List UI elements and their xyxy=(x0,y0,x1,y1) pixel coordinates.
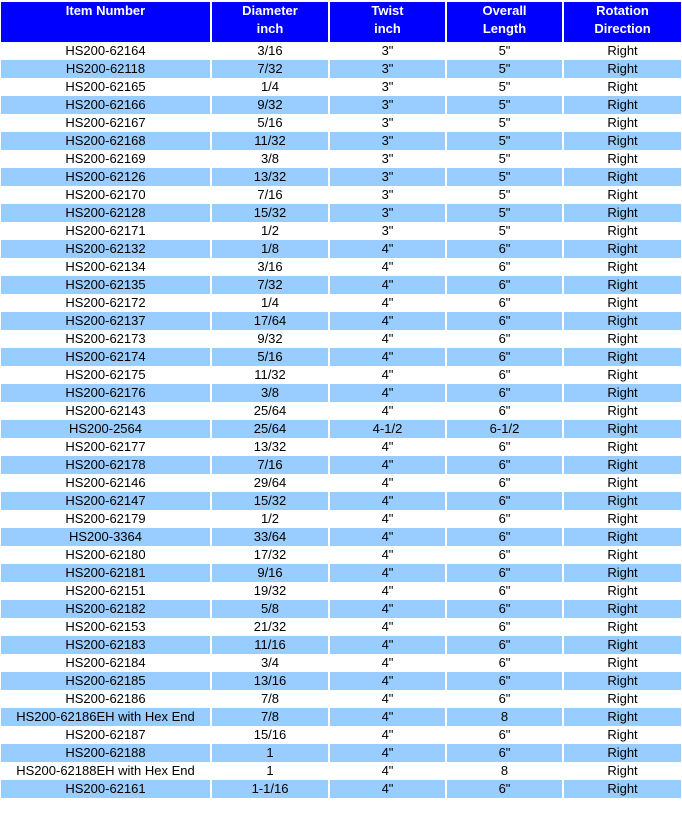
table-row xyxy=(1,510,681,528)
twist-cell: 4" xyxy=(329,528,446,546)
rotation-direction-cell: Right xyxy=(563,510,681,528)
rotation-direction-cell: Right xyxy=(563,402,681,420)
overall-length-cell: 6" xyxy=(446,618,563,636)
overall-length-cell: 6" xyxy=(446,330,563,348)
overall-length-cell: 6-1/2 xyxy=(446,420,563,438)
overall-length-cell: 5" xyxy=(446,204,563,222)
table-row xyxy=(1,114,681,132)
rotation-direction-cell: Right xyxy=(563,294,681,312)
overall-length-cell: 6" xyxy=(446,312,563,330)
rotation-direction-cell: Right xyxy=(563,600,681,618)
overall-length-cell: 5" xyxy=(446,132,563,150)
twist-cell: 3" xyxy=(329,222,446,240)
table-row xyxy=(1,780,681,798)
overall-length-cell: 6" xyxy=(446,492,563,510)
overall-length-cell: 6" xyxy=(446,276,563,294)
diameter-cell: 9/32 xyxy=(211,330,329,348)
table-row xyxy=(1,708,681,726)
item-number-cell: HS200-62146 xyxy=(1,474,211,492)
twist-cell: 4" xyxy=(329,402,446,420)
rotation-direction-cell: Right xyxy=(563,438,681,456)
overall-length-cell: 6" xyxy=(446,600,563,618)
header-rotation-direction-line2: Direction xyxy=(594,21,651,36)
table-row xyxy=(1,240,681,258)
item-number-cell: HS200-62180 xyxy=(1,546,211,564)
header-diameter-line1: Diameter xyxy=(242,3,298,18)
item-number-cell: HS200-62128 xyxy=(1,204,211,222)
overall-length-cell: 6" xyxy=(446,636,563,654)
table-row xyxy=(1,474,681,492)
overall-length-cell: 6" xyxy=(446,744,563,762)
rotation-direction-cell: Right xyxy=(563,384,681,402)
diameter-cell: 1/4 xyxy=(211,294,329,312)
item-number-cell: HS200-3364 xyxy=(1,528,211,546)
twist-cell: 4" xyxy=(329,582,446,600)
table-row xyxy=(1,330,681,348)
item-number-cell: HS200-62143 xyxy=(1,402,211,420)
table-row xyxy=(1,402,681,420)
item-number-cell: HS200-62166 xyxy=(1,96,211,114)
table-row xyxy=(1,204,681,222)
rotation-direction-cell: Right xyxy=(563,240,681,258)
overall-length-cell: 6" xyxy=(446,546,563,564)
twist-cell: 4" xyxy=(329,726,446,744)
twist-cell: 3" xyxy=(329,60,446,78)
header-twist-line1: Twist xyxy=(371,3,404,18)
diameter-cell: 1/2 xyxy=(211,510,329,528)
diameter-cell: 17/64 xyxy=(211,312,329,330)
diameter-cell: 3/8 xyxy=(211,384,329,402)
item-number-cell: HS200-62179 xyxy=(1,510,211,528)
item-number-cell: HS200-62167 xyxy=(1,114,211,132)
twist-cell: 4" xyxy=(329,762,446,780)
overall-length-cell: 6" xyxy=(446,582,563,600)
overall-length-cell: 6" xyxy=(446,780,563,798)
item-number-cell: HS200-62184 xyxy=(1,654,211,672)
item-number-cell: HS200-62178 xyxy=(1,456,211,474)
overall-length-cell: 6" xyxy=(446,654,563,672)
rotation-direction-cell: Right xyxy=(563,96,681,114)
twist-cell: 4" xyxy=(329,474,446,492)
item-number-cell: HS200-62169 xyxy=(1,150,211,168)
item-number-cell: HS200-62118 xyxy=(1,60,211,78)
rotation-direction-cell: Right xyxy=(563,258,681,276)
overall-length-cell: 6" xyxy=(446,240,563,258)
table-row xyxy=(1,294,681,312)
overall-length-cell: 6" xyxy=(446,510,563,528)
overall-length-cell: 6" xyxy=(446,564,563,582)
diameter-cell: 25/64 xyxy=(211,420,329,438)
rotation-direction-cell: Right xyxy=(563,456,681,474)
twist-cell: 4" xyxy=(329,294,446,312)
rotation-direction-cell: Right xyxy=(563,366,681,384)
header-rotation-direction-line1: Rotation xyxy=(596,3,649,18)
item-number-cell: HS200-62175 xyxy=(1,366,211,384)
table-row xyxy=(1,564,681,582)
overall-length-cell: 5" xyxy=(446,96,563,114)
item-number-cell: HS200-62185 xyxy=(1,672,211,690)
twist-cell: 3" xyxy=(329,42,446,60)
rotation-direction-cell: Right xyxy=(563,420,681,438)
diameter-cell: 9/16 xyxy=(211,564,329,582)
table-row xyxy=(1,672,681,690)
item-number-cell: HS200-62153 xyxy=(1,618,211,636)
table-row xyxy=(1,618,681,636)
table-row xyxy=(1,366,681,384)
twist-cell: 4" xyxy=(329,600,446,618)
overall-length-cell: 6" xyxy=(446,528,563,546)
diameter-cell: 13/32 xyxy=(211,438,329,456)
rotation-direction-cell: Right xyxy=(563,762,681,780)
overall-length-cell: 6" xyxy=(446,294,563,312)
table-row xyxy=(1,546,681,564)
overall-length-cell: 6" xyxy=(446,474,563,492)
diameter-cell: 11/16 xyxy=(211,636,329,654)
table-row xyxy=(1,744,681,762)
table-row xyxy=(1,438,681,456)
table-row xyxy=(1,42,681,60)
overall-length-cell: 8 xyxy=(446,708,563,726)
item-number-cell: HS200-62177 xyxy=(1,438,211,456)
rotation-direction-cell: Right xyxy=(563,564,681,582)
rotation-direction-cell: Right xyxy=(563,348,681,366)
overall-length-cell: 6" xyxy=(446,348,563,366)
item-number-cell: HS200-62172 xyxy=(1,294,211,312)
twist-cell: 4-1/2 xyxy=(329,420,446,438)
rotation-direction-cell: Right xyxy=(563,744,681,762)
table-row xyxy=(1,582,681,600)
twist-cell: 4" xyxy=(329,744,446,762)
twist-cell: 4" xyxy=(329,672,446,690)
rotation-direction-cell: Right xyxy=(563,330,681,348)
diameter-cell: 17/32 xyxy=(211,546,329,564)
item-number-cell: HS200-62188EH with Hex End xyxy=(1,762,211,780)
twist-cell: 4" xyxy=(329,366,446,384)
twist-cell: 4" xyxy=(329,618,446,636)
item-number-cell: HS200-62186 xyxy=(1,690,211,708)
header-overall-length-line1: Overall xyxy=(482,3,527,18)
table-row xyxy=(1,420,681,438)
header-item-number-line1: Item Number xyxy=(65,3,146,18)
table-row xyxy=(1,312,681,330)
rotation-direction-cell: Right xyxy=(563,582,681,600)
table-row xyxy=(1,384,681,402)
header-row xyxy=(1,2,681,42)
overall-length-cell: 5" xyxy=(446,60,563,78)
rotation-direction-cell: Right xyxy=(563,672,681,690)
table-row xyxy=(1,150,681,168)
diameter-cell: 5/16 xyxy=(211,348,329,366)
item-number-cell: HS200-62187 xyxy=(1,726,211,744)
item-number-cell: HS200-62174 xyxy=(1,348,211,366)
item-number-cell: HS200-62171 xyxy=(1,222,211,240)
table-row xyxy=(1,636,681,654)
diameter-cell: 5/16 xyxy=(211,114,329,132)
overall-length-cell: 6" xyxy=(446,690,563,708)
twist-cell: 3" xyxy=(329,186,446,204)
overall-length-cell: 5" xyxy=(446,114,563,132)
diameter-cell: 1 xyxy=(211,762,329,780)
diameter-cell: 11/32 xyxy=(211,132,329,150)
table-row xyxy=(1,60,681,78)
diameter-cell: 11/32 xyxy=(211,366,329,384)
rotation-direction-cell: Right xyxy=(563,690,681,708)
header-overall-length-line2: Length xyxy=(482,21,527,36)
diameter-cell: 33/64 xyxy=(211,528,329,546)
rotation-direction-cell: Right xyxy=(563,186,681,204)
item-number-cell: HS200-62126 xyxy=(1,168,211,186)
diameter-cell: 29/64 xyxy=(211,474,329,492)
overall-length-cell: 5" xyxy=(446,222,563,240)
rotation-direction-cell: Right xyxy=(563,42,681,60)
table-row xyxy=(1,78,681,96)
twist-cell: 4" xyxy=(329,456,446,474)
rotation-direction-cell: Right xyxy=(563,726,681,744)
rotation-direction-cell: Right xyxy=(563,654,681,672)
twist-cell: 3" xyxy=(329,114,446,132)
table-row xyxy=(1,600,681,618)
spec-table xyxy=(1,2,681,798)
table-row xyxy=(1,258,681,276)
item-number-cell: HS200-2564 xyxy=(1,420,211,438)
rotation-direction-cell: Right xyxy=(563,636,681,654)
item-number-cell: HS200-62135 xyxy=(1,276,211,294)
table-body xyxy=(1,42,681,798)
header-diameter xyxy=(211,2,329,42)
rotation-direction-cell: Right xyxy=(563,780,681,798)
rotation-direction-cell: Right xyxy=(563,114,681,132)
diameter-cell: 13/32 xyxy=(211,168,329,186)
overall-length-cell: 6" xyxy=(446,258,563,276)
item-number-cell: HS200-62182 xyxy=(1,600,211,618)
diameter-cell: 1-1/16 xyxy=(211,780,329,798)
rotation-direction-cell: Right xyxy=(563,78,681,96)
item-number-cell: HS200-62181 xyxy=(1,564,211,582)
item-number-cell: HS200-62168 xyxy=(1,132,211,150)
overall-length-cell: 5" xyxy=(446,168,563,186)
diameter-cell: 25/64 xyxy=(211,402,329,420)
header-item-number xyxy=(1,2,211,42)
table-row xyxy=(1,726,681,744)
item-number-cell: HS200-62188 xyxy=(1,744,211,762)
twist-cell: 4" xyxy=(329,330,446,348)
table-row xyxy=(1,654,681,672)
item-number-cell: HS200-62137 xyxy=(1,312,211,330)
item-number-cell: HS200-62170 xyxy=(1,186,211,204)
overall-length-cell: 6" xyxy=(446,726,563,744)
overall-length-cell: 5" xyxy=(446,78,563,96)
item-number-cell: HS200-62147 xyxy=(1,492,211,510)
rotation-direction-cell: Right xyxy=(563,618,681,636)
item-number-cell: HS200-62173 xyxy=(1,330,211,348)
diameter-cell: 7/16 xyxy=(211,186,329,204)
diameter-cell: 19/32 xyxy=(211,582,329,600)
diameter-cell: 7/8 xyxy=(211,690,329,708)
table-row xyxy=(1,276,681,294)
table-row xyxy=(1,222,681,240)
rotation-direction-cell: Right xyxy=(563,546,681,564)
rotation-direction-cell: Right xyxy=(563,708,681,726)
diameter-cell: 1/8 xyxy=(211,240,329,258)
overall-length-cell: 6" xyxy=(446,384,563,402)
twist-cell: 3" xyxy=(329,78,446,96)
twist-cell: 4" xyxy=(329,384,446,402)
diameter-cell: 7/32 xyxy=(211,276,329,294)
diameter-cell: 3/16 xyxy=(211,258,329,276)
twist-cell: 4" xyxy=(329,564,446,582)
diameter-cell: 1 xyxy=(211,744,329,762)
header-diameter-line2: inch xyxy=(256,21,284,36)
header-rotation-direction xyxy=(563,2,681,42)
overall-length-cell: 5" xyxy=(446,150,563,168)
twist-cell: 4" xyxy=(329,276,446,294)
diameter-cell: 3/16 xyxy=(211,42,329,60)
rotation-direction-cell: Right xyxy=(563,204,681,222)
table-row xyxy=(1,186,681,204)
diameter-cell: 5/8 xyxy=(211,600,329,618)
twist-cell: 4" xyxy=(329,240,446,258)
overall-length-cell: 5" xyxy=(446,186,563,204)
table-row xyxy=(1,762,681,780)
item-number-cell: HS200-62186EH with Hex End xyxy=(1,708,211,726)
twist-cell: 4" xyxy=(329,708,446,726)
header-twist xyxy=(329,2,446,42)
table-row xyxy=(1,492,681,510)
twist-cell: 3" xyxy=(329,204,446,222)
twist-cell: 3" xyxy=(329,168,446,186)
header-overall-length xyxy=(446,2,563,42)
overall-length-cell: 6" xyxy=(446,438,563,456)
item-number-cell: HS200-62151 xyxy=(1,582,211,600)
item-number-cell: HS200-62165 xyxy=(1,78,211,96)
rotation-direction-cell: Right xyxy=(563,60,681,78)
twist-cell: 4" xyxy=(329,492,446,510)
twist-cell: 4" xyxy=(329,654,446,672)
diameter-cell: 15/32 xyxy=(211,204,329,222)
diameter-cell: 15/16 xyxy=(211,726,329,744)
rotation-direction-cell: Right xyxy=(563,528,681,546)
diameter-cell: 3/8 xyxy=(211,150,329,168)
header-twist-line2: inch xyxy=(374,21,401,36)
diameter-cell: 1/4 xyxy=(211,78,329,96)
overall-length-cell: 6" xyxy=(446,402,563,420)
item-number-cell: HS200-62183 xyxy=(1,636,211,654)
twist-cell: 3" xyxy=(329,96,446,114)
twist-cell: 4" xyxy=(329,780,446,798)
table-row xyxy=(1,528,681,546)
overall-length-cell: 6" xyxy=(446,366,563,384)
twist-cell: 4" xyxy=(329,348,446,366)
item-number-cell: HS200-62164 xyxy=(1,42,211,60)
item-number-cell: HS200-62161 xyxy=(1,780,211,798)
rotation-direction-cell: Right xyxy=(563,132,681,150)
table-row xyxy=(1,456,681,474)
table-row xyxy=(1,690,681,708)
diameter-cell: 21/32 xyxy=(211,618,329,636)
diameter-cell: 13/16 xyxy=(211,672,329,690)
table-row xyxy=(1,96,681,114)
diameter-cell: 15/32 xyxy=(211,492,329,510)
diameter-cell: 7/8 xyxy=(211,708,329,726)
rotation-direction-cell: Right xyxy=(563,222,681,240)
twist-cell: 4" xyxy=(329,438,446,456)
overall-length-cell: 6" xyxy=(446,456,563,474)
table-row xyxy=(1,132,681,150)
item-number-cell: HS200-62176 xyxy=(1,384,211,402)
twist-cell: 3" xyxy=(329,132,446,150)
overall-length-cell: 5" xyxy=(446,42,563,60)
twist-cell: 4" xyxy=(329,510,446,528)
table-row xyxy=(1,168,681,186)
twist-cell: 4" xyxy=(329,258,446,276)
item-number-cell: HS200-62132 xyxy=(1,240,211,258)
rotation-direction-cell: Right xyxy=(563,150,681,168)
twist-cell: 4" xyxy=(329,690,446,708)
rotation-direction-cell: Right xyxy=(563,276,681,294)
item-number-cell: HS200-62134 xyxy=(1,258,211,276)
overall-length-cell: 6" xyxy=(446,672,563,690)
rotation-direction-cell: Right xyxy=(563,312,681,330)
twist-cell: 4" xyxy=(329,636,446,654)
diameter-cell: 9/32 xyxy=(211,96,329,114)
twist-cell: 4" xyxy=(329,312,446,330)
twist-cell: 4" xyxy=(329,546,446,564)
diameter-cell: 3/4 xyxy=(211,654,329,672)
rotation-direction-cell: Right xyxy=(563,168,681,186)
diameter-cell: 7/32 xyxy=(211,60,329,78)
diameter-cell: 1/2 xyxy=(211,222,329,240)
rotation-direction-cell: Right xyxy=(563,474,681,492)
overall-length-cell: 8 xyxy=(446,762,563,780)
diameter-cell: 7/16 xyxy=(211,456,329,474)
rotation-direction-cell: Right xyxy=(563,492,681,510)
twist-cell: 3" xyxy=(329,150,446,168)
table-row xyxy=(1,348,681,366)
